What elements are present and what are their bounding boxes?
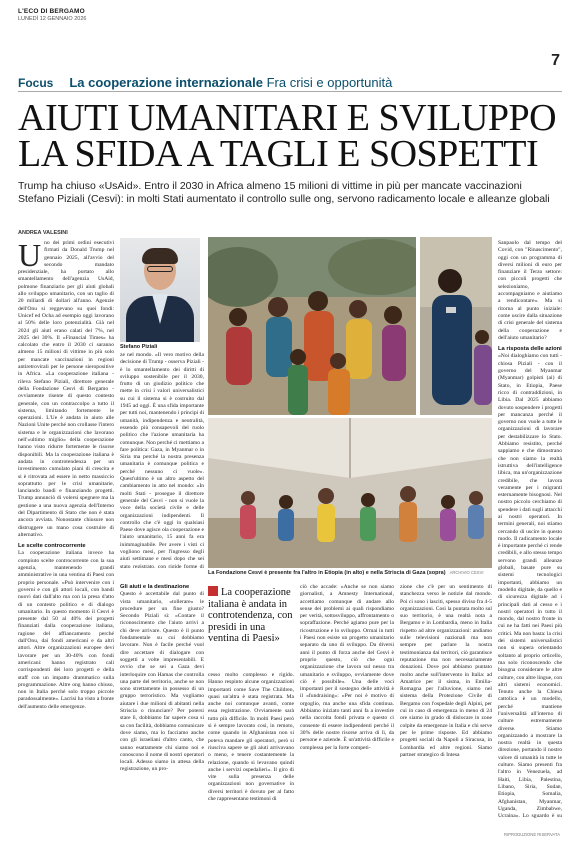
subsection-heading: La risposta delle azioni (498, 346, 562, 353)
subheadline-line-1: Trump ha chiuso «UsAid». Entro il 2030 in Africa almeno 15 milioni di vittime in più per mancate vaccinazioni (18, 180, 522, 192)
photo-gaza-children (208, 418, 492, 568)
photo-credit: ARCHIVIO CESVI (449, 570, 484, 575)
masthead (18, 8, 86, 22)
article-text: Questo è accettabile dal punto di vista umanitario, «tollerare» le procedure per un fine giusto? Secondo Piziali sì: «Contare il riconoscimento che l'aiuto arrivi a chi deve arrivare. Questo è il punto fondamentale su cui dobbiamo lavorare. Non è facile perché vuol dire accettare di dialogare con soggetti a volte impresentabili. E ovvio che se sei a Gaza devi interloquire con Hamas che controlla una parte del territorio, anche se non sono strettamente in possesso di un gruppo terroristico. Ma vogliamo aiutare i due milioni di abitanti nella Striscia o rinunciare? Per potersi stare lì, dobbiamo far sapere cosa si sa con facilità, dobbiamo comunicare dove siamo, ma lo facciamo anche con gli israeliani d'altro canto, che sanno esattamente chi siamo noi e conoscono il nome di nostri operatori locali. Adesso siamo in attesa della registrazione, un pro- (120, 591, 204, 773)
article-column-bottom-1 (120, 584, 204, 824)
section-bar (18, 74, 562, 92)
pull-quote-marker (208, 586, 218, 596)
photo-aid-worker (420, 237, 492, 415)
article-text: La cooperazione italiana invece ha compiuto scelte controcorrente con la sua agenzia, mantenendo grandi amministrative in una ventina di Paesi con proprio personale. «Può intervenire con i governi e con gli attori locali, con bandi nuovi dati dall'alto ma con la presa d'atto di un contesto politico e di dialogo umanitario. In questo momento il Cesvi è presente dal 50 al 40% dei progetti finanziati dalla cooperazione italiana, ragione del affiancamento perché dall'Onu, dai fondi americani e da altri attori. Altre organizzazioni europee devi lavorare per un 30-40% con fondi americani: hanno registrato cali corrispondenti dei loro progetti e della staff con un impatto drammatico sulla programmazione. Altre ong hanno chiuso, non in Italia perché solo troppo piccole paradossalmente». Lacrisi ha visto a fronte dell'aumento delle emergenze. (18, 550, 114, 710)
section-title-rest: Fra crisi e opportunità (266, 75, 393, 90)
article-text: «Noi dialoghiamo con tutti - chiosa Piziali - con il governo del Myanmar (Myanmar) golpisti (ai) di Stato, in Etiopia, Paese ricco di contraddizioni, in Libia. Dal 2025 abbiamo dovuto sospendere i progetti per mancanza perché il governo non vuole a tutte le organizzazioni di lavorare per destabilizzare lo Stato. Abbiamo resistito, perché sappiamo e che dimostrano che non siamo la realtà istruttiva dell'intelligence libica, ma un'organizzazione credibile, che lavora veramente per i migranti esternamente bisognosi. Nel nostro piccolo cerchiamo di spendere i dati sugli attacchi ai nostri operatori. In termini generali, noi stiamo cercando di uscire in questo modo. Il radicamento locale è importante perché ci rende credibili, e allo stesso tempo servono grandi alleanze globali, basate pure su sistemi tecnologici importanti, abbiamo un modello digitale, da quello e di sicurezza digitale ad i principali dati al cesso e i nostri operatori in tutto il mondo, dal nostro fronte in cui ne ha fatti nei Paesi più critici. Ma non basta: la crisi dei sistemi universalistici non si supera orientando soltanto al proprio orticello, ma solo riconoscendo che bisogna considerare le altre culture, con altre lingue, con altri sistemi economici. Tenuto anche la Chiesa cattolica è un modello, perché mantiene l'universalità all'interno di culture estremamente diverse. Stiamo organizzando a mostrare la nostra realtà in questa direzione, portando il nostro valore di umanità in tutte le culture. Siamo presenti fra l'altro in Venezuela, ad Haiti, Libia, Palestina, Libano, Siria, Sudan, Etiopia, Somalia, Afghanistan, Myanmar, Uganda, Zimbabwe, Ucraina». Lo sguardo è su (498, 353, 562, 820)
article-text: ciò che accade: «Anche se non siamo giornalisti, a Amnesty International, accettiamo comunque di andare allo sense dei problemi ai quali rispondiamo per verità, sottosviluppo, affrontamento o sopraffazione. Perché agiamo pure per la ricostruzione e lo sviluppo. Ormai in tutti i Paesi non esiste un progetto umanitario separato da uno di sviluppo. Da diversi anni il punto di forza anche del Cesvi è proprio questo, ciò che ogni organizzazione che lavora sul nesso tra umanitario e sviluppo, ovviamente dove ciò è possibile». Una delle voci importanti per il sostegno delle attività è il «fundraising»: «Per noi è motivo di orgoglio, ma anche una sfida continua. Abbiamo iniziato tanti anni fa a investire nella raccolta fondi privata e questo ci consente di essere indipendenti perché il 30% delle nostre risorse arriva di lì, da persone e aziende. È un'attività difficile e complessa per la forte competi- (300, 584, 394, 751)
headline-line-2: LA SFIDA A TAGLI E SOSPETTI (18, 133, 539, 175)
article-column-2 (120, 352, 204, 568)
page-number: 7 (551, 52, 560, 69)
subsection-heading: Gli aiuti e la destinazione (120, 584, 190, 590)
headline-line-1: AIUTI UMANITARI E SVILUPPO (18, 97, 557, 139)
section-tag: Focus (18, 75, 54, 90)
article-lead-text: no dei primi ordini esecutivi firmati da Donald Trump nel gennaio 2025, all'avvio del secondo mandato presidenziale, ha portato allo smantellamento dell'agenzia UsAid, polmone finanziario per gli aiuti globali allo sviluppo umanitario, con un taglio di 20 miliardi di dollari all'anno. Agenzie dell'Onu si reggevano su quei fondi: Unicef ed Ocha ad esempio oggi lavorano al 50% delle loro potenzialità. Già nel 2024 gli aiuti erano calati del 7%, nel 2025 del 30%. Il «Financial Times» ha calcolato che entro il 2030 ci saranno almeno 15 milioni di vittime in più solo per mancate vaccinazioni in regioni antiretrovirali per le persone sieropositive in Africa. «La cooperazione italiana - rileva Stefano Piziali, direttore generale della Fondazione Cesvi di Bergamo - ovviamente risente di questo contesto generale, con un contraccolpo a tutto il sistema, limitando fortemente le operazioni. L'Ue è andata in aiuto alle Nazioni Unite perché non crollasse l'intero sistema e le organizzazioni che lavorano nell'«ultimo miglio» della cooperazione hanno visto ridurre fortemente le risorse disponibili. Ma la cooperazione italiana è andata in controtendenza per un investimento cumulato piani di crescita e si è ritrovata ad essere in netto massiccio soprattutto per le crisi umanitarie, lanciando bandi e finanziando progetti. Trump annunciò di volersi spegnere ma la gestione a una nuova agenzia dell'Interno del Dipartimento di Stato che non è stata ancora avviata. Nonostante chiusure non distruggere un mano cosa costruire di alternativo. (18, 240, 114, 538)
section-title-bold: La cooperazione internazionale (69, 75, 263, 90)
drop-cap: U (18, 240, 42, 273)
article-text: zione che c'è per un sentimento di stanchezza verso le notizie dal mondo. Poi ci sono i lasciti, spesso diviso fra 4-5 organizzazioni. Così la puntata molto sul suo territorio, è una realtà nota a Bergamo e in Lombardia, meno in Italia rispetto ad altre organizzazioni: andiamo sulle televisioni nazionali ma non sempre per parlare la nostra testimonianza dai territori, ciò garantisce reputazione ma non necessariamente donazioni. Dove poi abbiamo puntato molto anche sull'intervento in Italia: ad Amatrice per il sisma, in Emilia-Romagna per l'alluvione, siamo nel sistema della Protezione Civile di Bergamo con l'ospedale degli Alpini, per cui in caso di emergenza in meno di 24 ore siamo in grado di dislocare in zone colpite da emergenze in Italia e chi serve per le prime risposte. Ed abbiamo progetti sociali da Napoli a Siracusa, in Lombardia ed altre regioni. Siamo partner strategico di Intesa (400, 584, 492, 758)
subsection-heading: Le scelte controcorrente (18, 543, 86, 550)
article-column-right (498, 240, 562, 820)
photo-caption-text: La Fondazione Cesvi è presente fra l'altro in Etiopia (in alto) e nella Striscia di Gaza (sopra) (208, 570, 446, 576)
portrait-photo (120, 238, 200, 342)
article-text: Sanpaolo dal tempo del Covid, con "Rinascimento", oggi con un programma di diversi milioni di euro per finanziare il Terzo settore: con piccoli progetti che selezioniamo, accompagniamo e aiutiamo a rendicontare». Ma si ritorna al punto iniziale: come uscire dalla situazione di crisi generale del sistema della cooperazione e dell'aiuto umanitario? (498, 240, 562, 341)
section-title (69, 75, 392, 90)
article-column-bottom-2 (208, 672, 294, 824)
pull-quote (208, 586, 294, 645)
byline: ANDREA VALESINI (18, 230, 68, 236)
headline (18, 97, 562, 175)
subheadline-line-2: Stefano Piziali (Cesvi): in molti Stati aumentato il controllo sulle ong, servono radicamento locale e alleanze globali (18, 193, 550, 205)
publication-date: LUNEDÌ 12 GENNAIO 2026 (18, 16, 87, 22)
pull-quote-text: La cooperazione italiana è andata in controtendenza, con presidi in una ventina di Paesi» (208, 587, 293, 645)
article-text: cesso molto complesso e rigido. Hanno respinto alcune organizzazioni importanti come Save The Children, quasi un'altra è stata registrata. Ma anche noi comunque avanti, come essa registrazione. Ovviamente sarà tutto più difficile. In molti Paesi però si è sempre lavorato così, in remoto, come quando in Afghanistan non si poteva mandare gli operatori, però si riusciva sapere se gli aiuti arrivavano o meno, e tenere costantemente la relazione, quando si levavano quindi anche i servizi ospedalieri». Il giro di vite sulla presenza delle organizzazioni non governative in diversi territori è dovuto per al fatto che rappresentano testimoni di (208, 672, 294, 803)
article-column-1 (18, 240, 114, 820)
article-column-bottom-3 (300, 584, 394, 824)
portrait-caption: Stefano Piziali (120, 344, 158, 350)
copyright-notice: RIPRODUZIONE RISERVATA (504, 832, 560, 837)
subheadline (18, 180, 562, 206)
publication-name: L'ECO DI BERGAMO (18, 8, 85, 15)
photo-ethiopia-group (208, 237, 416, 415)
photo-caption (208, 570, 492, 576)
article-text: ze nel mondo. «Il vero motivo della decisione di Trump - osserva Piziali - è lo smantellamento dei diritti di sviluppo sostenibile per il 2030, frutto di un giudizio politico che mette in crisi i valori universalistici su cui il sistema si è costruito dal 1945 ad oggi. È una sfida importante per tutti noi, mantenendo i principi di umanità, indipendenza e neutralità, essendo più consapevoli del ruolo politico che l'azione umanitaria ha comunque. Non perché ci mettiamo a fare politica: Gaza, in Myanmar o in Siria ma perché la nostra presenza umanitaria è comunque politica e perché nessuno ci vuole». Quest'ultimo è un altro aspetto del cambiamento in atto nel mondo: «In molti Stati - prosegue il direttore generale del Cesvi - non si vuole la voce della società civile e delle organizzazioni indipendenti. Il controllo che c'è oggi in qualsiasi Paese dove agisce ola cooperazione e l'aiuto umanitario, 15 anni fa era inimmaginabile. Per avere i visti ci vogliono mesi, per l'ingresso degli aiuti settimane e mesi dopo che sei stato registrato, con rigide forme di (120, 352, 204, 568)
article-column-bottom-4 (400, 584, 492, 824)
